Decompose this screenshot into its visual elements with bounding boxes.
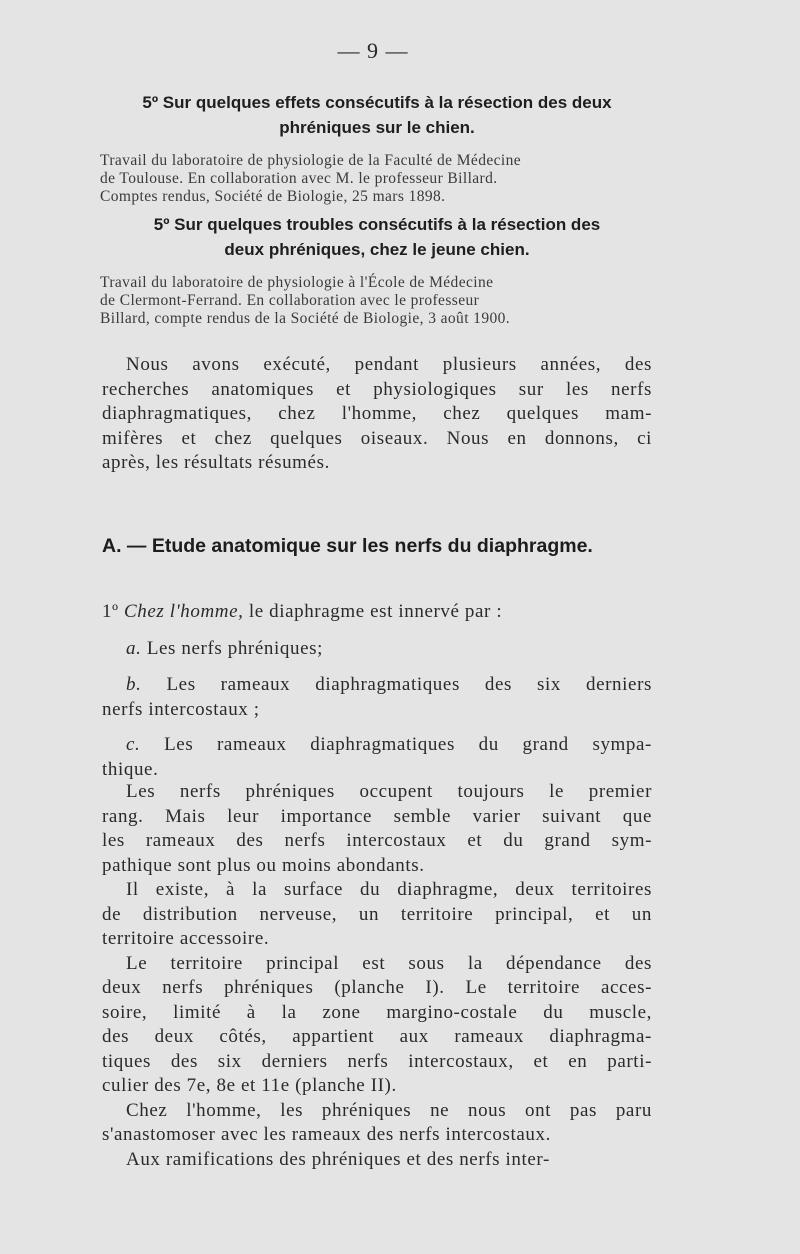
text-line	[102, 733, 652, 758]
text-line: nerfs intercostaux ;	[102, 698, 260, 720]
text-line: recherches anatomiques et physiologiques sur les nerfs	[102, 378, 652, 400]
title-line: 5º Sur quelques troubles consécutifs à la résection des	[153, 215, 601, 234]
text-line	[102, 637, 652, 662]
note-line: Travail du laboratoire de physiologie à l'École de Médecine	[100, 274, 494, 291]
item-letter: c.	[126, 734, 141, 755]
text-line: Il existe, à la surface du diaphragme, deux territoires	[126, 879, 652, 900]
text-line: tiques des six derniers nerfs intercostaux, et en parti-	[102, 1050, 652, 1072]
list-item	[102, 673, 652, 722]
text-line: s'anastomoser avec les rameaux des nerfs intercostaux.	[102, 1124, 551, 1145]
publication-note	[100, 274, 654, 328]
page-number: — 9 —	[337, 38, 409, 63]
text-line: mifères et chez quelques oiseaux. Nous en donnons, ci	[102, 427, 652, 449]
text-line: après, les résultats résumés.	[102, 452, 330, 473]
text-line: Nous avons exécuté, pendant plusieurs années, des	[126, 354, 652, 375]
text-line: des deux côtés, appartient aux rameaux diaphragma-	[102, 1026, 652, 1047]
text-line: territoire accessoire.	[102, 928, 270, 949]
text-line: Le territoire principal est sous la dépendance des	[126, 952, 652, 974]
subsection-heading	[102, 600, 652, 625]
text-line: Aux ramifications des phréniques et des nerfs inter-	[126, 1148, 550, 1170]
body-text	[102, 780, 652, 1172]
subsection-line	[102, 600, 652, 625]
text-line: Les nerfs phréniques occupent toujours le premier	[126, 781, 652, 802]
subsection-number: 1º	[102, 601, 119, 622]
publication-entry	[100, 90, 654, 206]
section-heading: A. — Etude anatomique sur les nerfs du diaphragme.	[102, 535, 593, 557]
text-line: culier des 7e, 8e et 11e (planche II).	[102, 1075, 397, 1096]
subsection-rest: le diaphragme est innervé par :	[243, 601, 503, 622]
title-line: deux phréniques, chez le jeune chien.	[224, 240, 530, 259]
text-line: Chez l'homme, les phréniques ne nous ont pas paru	[126, 1099, 652, 1121]
list-item	[102, 637, 652, 662]
item-letter: a.	[126, 638, 142, 659]
publication-entry	[100, 212, 654, 328]
note-line: Billard, compte rendus de la Société de Biologie, 3 août 1900.	[100, 310, 511, 327]
text-line: rang. Mais leur importance semble varier suivant que	[102, 805, 652, 827]
text-line	[102, 673, 652, 698]
item-letter: b.	[126, 674, 142, 695]
text-line: les rameaux des nerfs intercostaux et du grand sym-	[102, 830, 652, 851]
text-line: thique.	[102, 758, 159, 780]
item-text: Les nerfs phréniques;	[146, 638, 323, 659]
text-line: pathique sont plus ou moins abondants.	[102, 854, 425, 876]
text-line: diaphragmatiques, chez l'homme, chez quelques mam-	[102, 403, 652, 424]
item-text: Les rameaux diaphragmatiques des six derniers	[166, 674, 652, 695]
intro-paragraph	[102, 353, 652, 476]
publication-title	[100, 212, 654, 262]
note-line: de Clermont-Ferrand. En collaboration avec le professeur	[100, 292, 480, 309]
publication-title	[100, 90, 654, 140]
title-line: phréniques sur le chien.	[279, 118, 475, 137]
note-line: de Toulouse. En collaboration avec M. le professeur Billard.	[100, 170, 498, 187]
publication-note	[100, 152, 654, 206]
list-item	[102, 733, 652, 782]
subsection-lead: Chez l'homme,	[123, 601, 244, 622]
title-line: 5º Sur quelques effets consécutifs à la résection des deux	[142, 93, 612, 112]
note-line: Comptes rendus, Société de Biologie, 25 mars 1898.	[100, 188, 446, 205]
item-text: Les rameaux diaphragmatiques du grand sympa-	[164, 734, 652, 755]
note-line: Travail du laboratoire de physiologie de la Faculté de Médecine	[100, 152, 522, 169]
text-line: deux nerfs phréniques (planche I). Le territoire acces-	[102, 977, 652, 998]
text-line: de distribution nerveuse, un territoire principal, et un	[102, 903, 652, 925]
text-line: soire, limité à la zone margino-costale du muscle,	[102, 1001, 652, 1023]
